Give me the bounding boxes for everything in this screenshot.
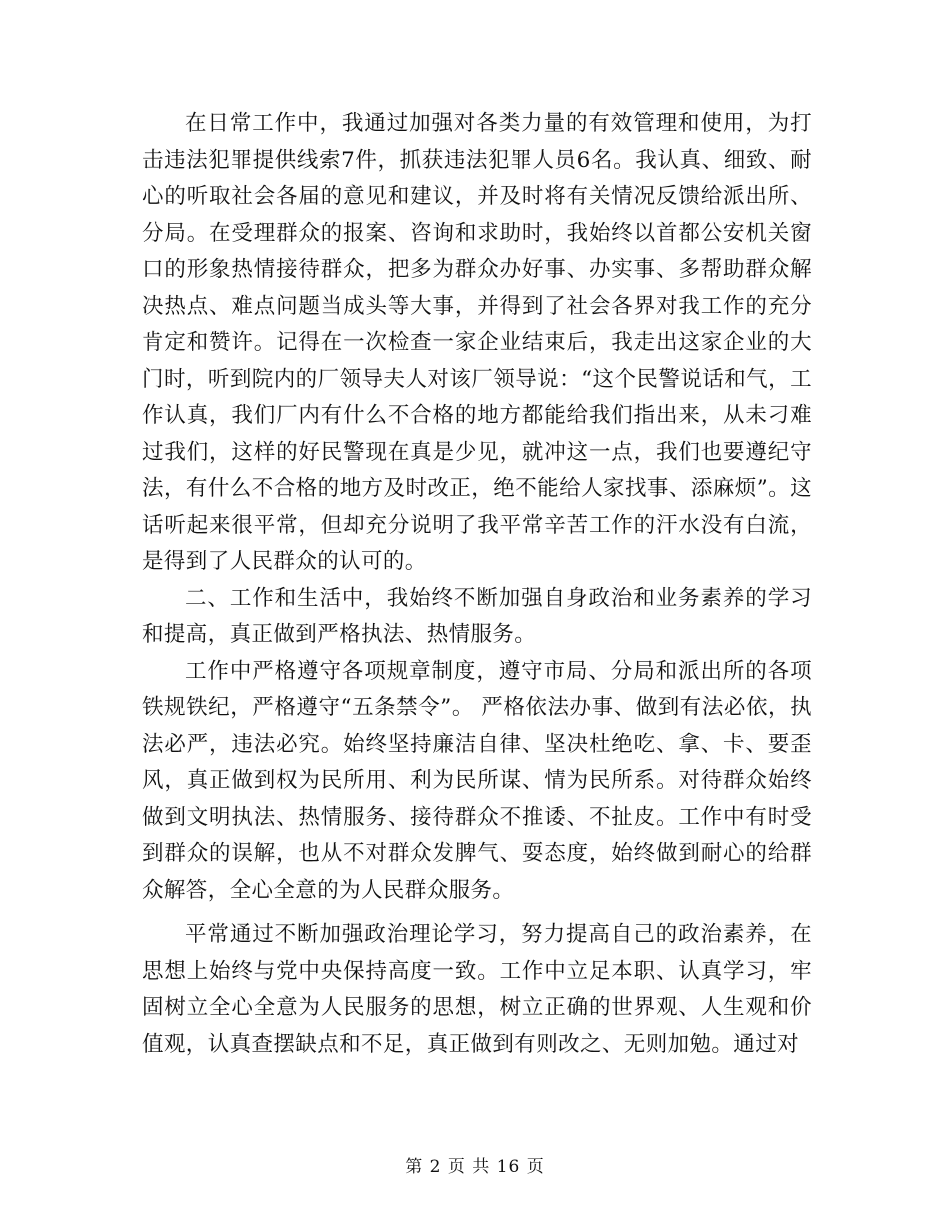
paragraph-section-two: 二、工作和生活中，我始终不断加强自身政治和业务素养的学习和提高，真正做到严格执法、热情服务。 bbox=[142, 585, 812, 647]
document-body bbox=[142, 106, 812, 1063]
paragraph-daily-work: 在日常工作中，我通过加强对各类力量的有效管理和使用，为打击违法犯罪提供线索7件，抓获违法犯罪人员6名。我认真、细致、耐心的听取社会各届的意见和建议，并及时将有关情况反馈给派出所、分局。在受理群众的报案、咨询和求助时，我始终以首都公安机关窗口的形象热情接待群众，把多为群众办好事、办实事、多帮助群众解决热点、难点问题当成头等大事，并得到了社会各界对我工作的充分肯定和赞许。记得在一次检查一家企业结束后，我走出这家企业的大门时，听到院内的厂领导夫人对该厂领导说：“这个民警说话和气，工作认真，我们厂内有什么不合格的地方都能给我们指出来，从未刁难过我们，这样的好民警现在真是少见，就冲这一点，我们也要遵纪守法，有什么不合格的地方及时改正，绝不能给人家找事、添麻烦”。这话听起来很平常，但却充分说明了我平常辛苦工作的汗水没有白流，是得到了人民群众的认可的。 bbox=[142, 111, 812, 574]
page-footer: 第 2 页 共 16 页 bbox=[405, 1157, 545, 1177]
paragraph-political-study: 平常通过不断加强政治理论学习，努力提高自己的政治素养，在思想上始终与党中央保持高度一致。工作中立足本职、认真学习，牢固树立全心全意为人民服务的思想，树立正确的世界观、人生观和价值观，认真查摆缺点和不足，真正做到有则改之、无则加勉。通过对 bbox=[142, 922, 812, 1057]
paragraph-discipline: 工作中严格遵守各项规章制度，遵守市局、分局和派出所的各项铁规铁纪，严格遵守“五条禁令”。 严格依法办事、做到有法必依，执法必严，违法必究。始终坚持廉洁自律、坚决杜绝吃、拿、卡、要歪风，真正做到权为民所用、利为民所谋、情为民所系。对待群众始终做到文明执法、热情服务、接待群众不推诿、不扯皮。工作中有时受到群众的误解，也从不对群众发脾气、耍态度，始终做到耐心的给群众解答，全心全意的为人民群众服务。 bbox=[142, 658, 812, 903]
